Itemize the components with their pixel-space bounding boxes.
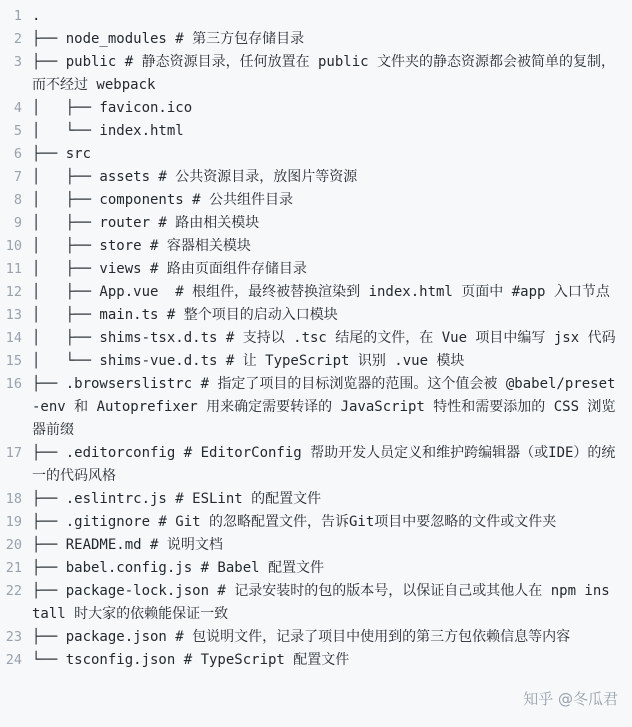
line-content: .	[32, 8, 41, 24]
line-content: │ ├── router # 路由相关模块	[32, 215, 260, 231]
watermark: 知乎 @冬瓜君	[523, 690, 618, 708]
line-number: 24	[5, 652, 22, 668]
line-number: 19	[5, 514, 22, 530]
line-number: 1	[13, 8, 22, 24]
code-line	[0, 189, 632, 212]
code-line	[0, 97, 632, 120]
line-number: 3	[13, 54, 22, 70]
line-content: │ └── index.html	[32, 123, 184, 139]
code-line	[0, 166, 632, 189]
code-line	[0, 626, 632, 649]
line-number: 5	[13, 123, 22, 139]
line-content: ├── public # 静态资源目录，任何放置在 public 文件夹的静态资源都会被简单的复制，而不经过 webpack	[32, 54, 616, 93]
line-content: │ ├── store # 容器相关模块	[32, 238, 251, 254]
line-number: 4	[13, 100, 22, 116]
line-content: ├── .eslintrc.js # ESLint 的配置文件	[32, 491, 322, 507]
code-line	[0, 120, 632, 143]
line-number: 22	[5, 583, 22, 599]
code-line	[0, 442, 632, 488]
line-number: 2	[13, 31, 22, 47]
code-line	[0, 28, 632, 51]
line-content: ├── package-lock.json # 记录安装时的包的版本号，以保证自己或其他人在 npm install 时大家的依赖能保证一致	[32, 583, 610, 622]
code-line	[0, 143, 632, 166]
line-content: ├── .editorconfig # EditorConfig 帮助开发人员定义和维护跨编辑器（或IDE）的统一的代码风格	[32, 445, 616, 484]
code-line	[0, 488, 632, 511]
line-content: ├── README.md # 说明文档	[32, 537, 223, 553]
code-line	[0, 281, 632, 304]
line-content: ├── .browserslistrc # 指定了项目的目标浏览器的范围。这个值会被 @babel/preset-env 和 Autoprefixer 用来确定需要转译的 JavaScript 特性和需要添加的 CSS 浏览器前缀	[32, 376, 616, 438]
line-number: 20	[5, 537, 22, 553]
line-number: 15	[5, 353, 22, 369]
line-content: ├── src	[32, 146, 92, 162]
line-content: │ ├── assets # 公共资源目录，放图片等资源	[32, 169, 358, 185]
line-number: 6	[13, 146, 22, 162]
line-content: │ ├── components # 公共组件目录	[32, 192, 294, 208]
line-number: 11	[5, 261, 22, 277]
line-content: └── tsconfig.json # TypeScript 配置文件	[32, 652, 350, 668]
line-number: 7	[13, 169, 22, 185]
line-number: 16	[5, 376, 22, 392]
code-line	[0, 534, 632, 557]
code-line	[0, 511, 632, 534]
line-number: 13	[5, 307, 22, 323]
line-number: 21	[5, 560, 22, 576]
line-number: 18	[5, 491, 22, 507]
line-number: 9	[13, 215, 22, 231]
line-content: ├── babel.config.js # Babel 配置文件	[32, 560, 325, 576]
line-content: │ ├── favicon.ico	[32, 100, 193, 116]
code-line	[0, 327, 632, 350]
line-content: │ ├── shims-tsx.d.ts # 支持以 .tsc 结尾的文件，在 Vue 项目中编写 jsx 代码	[32, 330, 616, 346]
line-content: ├── package.json # 包说明文件，记录了项目中使用到的第三方包依赖信息等内容	[32, 629, 571, 645]
code-line	[0, 557, 632, 580]
line-content: │ ├── App.vue # 根组件，最终被替换渲染到 index.html 页面中 #app 入口节点	[32, 284, 610, 300]
line-content: │ └── shims-vue.d.ts # 让 TypeScript 识别 .vue 模块	[32, 353, 465, 369]
code-line	[0, 212, 632, 235]
line-number: 14	[5, 330, 22, 346]
code-line	[0, 649, 632, 672]
code-line	[0, 258, 632, 281]
code-line	[0, 51, 632, 97]
line-content: │ ├── views # 路由页面组件存储目录	[32, 261, 307, 277]
line-content: ├── node_modules # 第三方包存储目录	[32, 31, 305, 47]
code-line	[0, 5, 632, 28]
line-number: 12	[5, 284, 22, 300]
line-number: 23	[5, 629, 22, 645]
line-number: 10	[5, 238, 22, 254]
code-line	[0, 304, 632, 327]
line-content: │ ├── main.ts # 整个项目的启动入口模块	[32, 307, 338, 323]
line-content: ├── .gitignore # Git 的忽略配置文件，告诉Git项目中要忽略的文件或文件夹	[32, 514, 557, 530]
code-line	[0, 580, 632, 626]
line-number: 17	[5, 445, 22, 461]
code-line	[0, 350, 632, 373]
code-line	[0, 373, 632, 442]
line-number: 8	[13, 192, 22, 208]
code-line	[0, 235, 632, 258]
